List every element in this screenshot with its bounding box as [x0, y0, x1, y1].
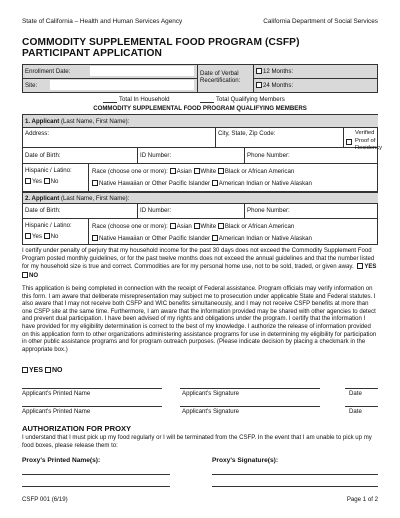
proxy-signatures-label: Proxy's Signature(s): — [212, 457, 279, 464]
release-no-checkbox[interactable] — [45, 367, 51, 373]
months-24-option[interactable] — [256, 82, 293, 89]
applicant-1-race-row-2 — [92, 180, 312, 187]
form-subtitle: PARTICIPANT APPLICATION — [22, 48, 163, 59]
certify-no-checkbox[interactable] — [22, 272, 28, 278]
applicant-2-hispanic-yes-checkbox[interactable] — [25, 233, 31, 239]
form-number: CSFP 001 (6/19) — [22, 496, 68, 503]
applicant-2-race-row-1 — [92, 223, 294, 230]
form-title: COMMODITY SUPPLEMENTAL FOOD PROGRAM (CSFP) — [22, 37, 300, 48]
release-yes-checkbox[interactable] — [22, 367, 28, 373]
applicant-1-black-checkbox[interactable] — [218, 168, 224, 174]
applicant-2-signature-label: Applicant's Signature — [182, 408, 240, 415]
applicant-2-black-checkbox[interactable] — [218, 223, 224, 229]
applicant-2-printed-name-line[interactable] — [22, 406, 162, 407]
applicant-1-address-label: Address: — [25, 130, 50, 137]
release-yes-label: YES — [29, 367, 44, 374]
site-label: Site: — [25, 82, 38, 89]
site-field[interactable] — [50, 80, 194, 90]
applicant-1-city-label: City, State, Zip Code: — [218, 130, 276, 137]
applicant-2-hawaiian-label: Native Hawaiian or Other Pacific Islander — [99, 235, 211, 242]
qualifying-total-blank[interactable] — [200, 102, 214, 103]
applicant-2-signature-line[interactable] — [180, 406, 320, 407]
applicant-1-printed-name-label: Applicant's Printed Name — [22, 390, 91, 397]
federal-assistance-statement: This application is being completed in connection with the receipt of Federal assistance. Program officials may verify information on this form. I am aware that deliberate misrepresentation may subject me to prosecution under applicable State and Federal statutes. I also aware that I may not receive both CSFP and WIC benefits simultaneously, and I may not receive CSFP benefits at more than one CSFP site at the same time. Furthermore, I am aware that the information provided may be shared with other agencies to detect and prevent dual participation. I have been advised of my rights and obligations under the program. I certify that the information I have provided for my eligibility determination is correct to the best of my knowledge. I authorize the release of information provided on this application form to other organizations administering assistance programs for use in determining my eligibility for participation in other public assistance programs and for program outreach purposes. (Please indicate decision by placing a checkmark in the appropriate box.) — [22, 286, 377, 353]
applicant-1-hispanic-options — [25, 178, 58, 185]
release-consent-options — [22, 367, 62, 375]
applicant-2-hispanic-no-checkbox[interactable] — [44, 233, 50, 239]
applicant-1-printed-name-line[interactable] — [22, 388, 162, 389]
applicant-1-hawaiian-label: Native Hawaiian or Other Pacific Islander — [99, 180, 211, 187]
applicant-1-hispanic-yes-label: Yes — [32, 178, 42, 185]
income-certification-text: I certify under penalty of perjury that my household income for the past 30 days does not exceed the Commodity Supplement Food Program posted monthly guidelines, or for the past twelve months does not exceed the annual guidelines and that the number listed for my household size is true and correct. Commodities are for my personal home use, not to be sold, traded, or given away. — [22, 248, 375, 271]
months-12-label: 12 Months: — [263, 68, 294, 75]
applicant-2-heading — [25, 195, 129, 202]
applicant-1-hispanic-no-checkbox[interactable] — [44, 178, 50, 184]
household-total-blank[interactable] — [103, 102, 117, 103]
applicant-2-heading-bold: 2. Applicant — [25, 195, 60, 202]
certify-yes-label: YES — [364, 264, 377, 271]
applicant-2-phone-label: Phone Number: — [247, 207, 290, 214]
applicant-1-white-checkbox[interactable] — [194, 168, 200, 174]
applicant-1-heading — [25, 118, 129, 125]
applicant-2-hispanic-no-label: No — [50, 233, 59, 240]
applicant-2-heading-rest: (Last Name, First Name): — [59, 195, 130, 202]
applicant-1-american-indian-checkbox[interactable] — [212, 180, 218, 186]
months-24-checkbox[interactable] — [256, 82, 262, 88]
applicant-1-heading-bold: 1. Applicant — [25, 118, 60, 125]
applicant-2-id-label: ID Number: — [140, 207, 172, 214]
certify-yes-checkbox[interactable] — [357, 263, 363, 269]
members-heading: COMMODITY SUPPLEMENTAL FOOD PROGRAM QUALIFYING MEMBERS — [93, 105, 307, 112]
applicant-1-asian-checkbox[interactable] — [170, 168, 176, 174]
applicant-2-black-label: Black or African American — [224, 223, 295, 230]
applicant-1-american-indian-label: American Indian or Native Alaskan — [218, 180, 312, 187]
applicant-1-hispanic-yes-checkbox[interactable] — [25, 178, 31, 184]
applicant-2-race-row-2 — [92, 235, 312, 242]
applicant-2-race-label: Race (choose one or more): — [92, 223, 168, 230]
applicant-2-white-checkbox[interactable] — [194, 223, 200, 229]
applicant-2-white-label: White — [200, 223, 217, 230]
household-total-label: Total In Household — [119, 96, 170, 103]
applicant-2-hispanic-yes-label: Yes — [32, 233, 42, 240]
applicant-1-hawaiian-checkbox[interactable] — [92, 180, 98, 186]
applicant-2-date-line[interactable] — [345, 406, 378, 407]
applicant-1-race-label: Race (choose one or more): — [92, 168, 168, 175]
applicant-1-hispanic-label: Hispanic / Latino: — [25, 167, 72, 174]
applicant-1-asian-label: Asian — [176, 168, 192, 175]
agency-name: State of California – Health and Human Services Agency — [22, 18, 183, 25]
applicant-2-asian-checkbox[interactable] — [170, 223, 176, 229]
proxy-signature-line-2[interactable] — [212, 486, 378, 487]
qualifying-total-label: Total Qualifying Members — [216, 96, 285, 103]
applicant-1-id-label: ID Number: — [140, 152, 172, 159]
applicant-2-asian-label: Asian — [176, 223, 192, 230]
applicant-2-hispanic-label: Hispanic / Latino: — [25, 222, 72, 229]
applicant-2-american-indian-checkbox[interactable] — [212, 235, 218, 241]
enrollment-date-field[interactable] — [90, 66, 194, 76]
applicant-1-date-line[interactable] — [345, 388, 378, 389]
applicant-1-race-row-1 — [92, 168, 294, 175]
applicant-1-hispanic-no-label: No — [50, 178, 59, 185]
applicant-2-american-indian-label: American Indian or Native Alaskan — [218, 235, 312, 242]
applicant-1-date-label: Date — [349, 390, 362, 397]
applicant-2-dob-label: Date of Birth: — [25, 207, 61, 214]
months-12-option[interactable] — [256, 68, 293, 75]
applicant-1-verified-checkbox[interactable] — [346, 131, 353, 149]
applicant-1-signature-line[interactable] — [180, 388, 320, 389]
applicant-1-signature-label: Applicant's Signature — [182, 390, 240, 397]
months-12-checkbox[interactable] — [256, 68, 262, 74]
proxy-name-line-1[interactable] — [22, 474, 170, 475]
proxy-signature-line-1[interactable] — [212, 474, 378, 475]
applicant-1-white-label: White — [200, 168, 217, 175]
applicant-1-phone-label: Phone Number: — [247, 152, 290, 159]
proxy-printed-names-label: Proxy's Printed Name(s): — [22, 457, 101, 464]
proxy-heading: AUTHORIZATION FOR PROXY — [22, 424, 132, 433]
applicant-1-dob-label: Date of Birth: — [25, 152, 61, 159]
page-number: Page 1 of 2 — [346, 496, 378, 503]
applicant-1-verified-label: Verified Proof of Residency — [355, 130, 383, 151]
proxy-name-line-2[interactable] — [22, 486, 170, 487]
months-24-label: 24 Months: — [263, 82, 294, 89]
enrollment-date-label: Enrollment Date: — [25, 68, 71, 75]
applicant-1-black-label: Black or African American — [224, 168, 295, 175]
release-no-label: NO — [51, 367, 63, 374]
applicant-2-hispanic-options — [25, 233, 58, 240]
applicant-2-hawaiian-checkbox[interactable] — [92, 235, 98, 241]
proxy-statement: I understand that I must pick up my food regularly or I will be terminated from the CSFP. In the event that I am unable to pick up my food boxes, please release them to: — [22, 435, 372, 449]
applicant-2-date-label: Date — [349, 408, 362, 415]
department-name: California Department of Social Services — [263, 18, 378, 25]
income-certification — [22, 248, 379, 280]
certify-no-label: NO — [29, 272, 39, 279]
verbal-recert-label: Date of Verbal Recertification: — [200, 70, 241, 84]
applicant-2-printed-name-label: Applicant's Printed Name — [22, 408, 91, 415]
applicant-1-heading-rest: (Last Name, First Name): — [59, 118, 130, 125]
